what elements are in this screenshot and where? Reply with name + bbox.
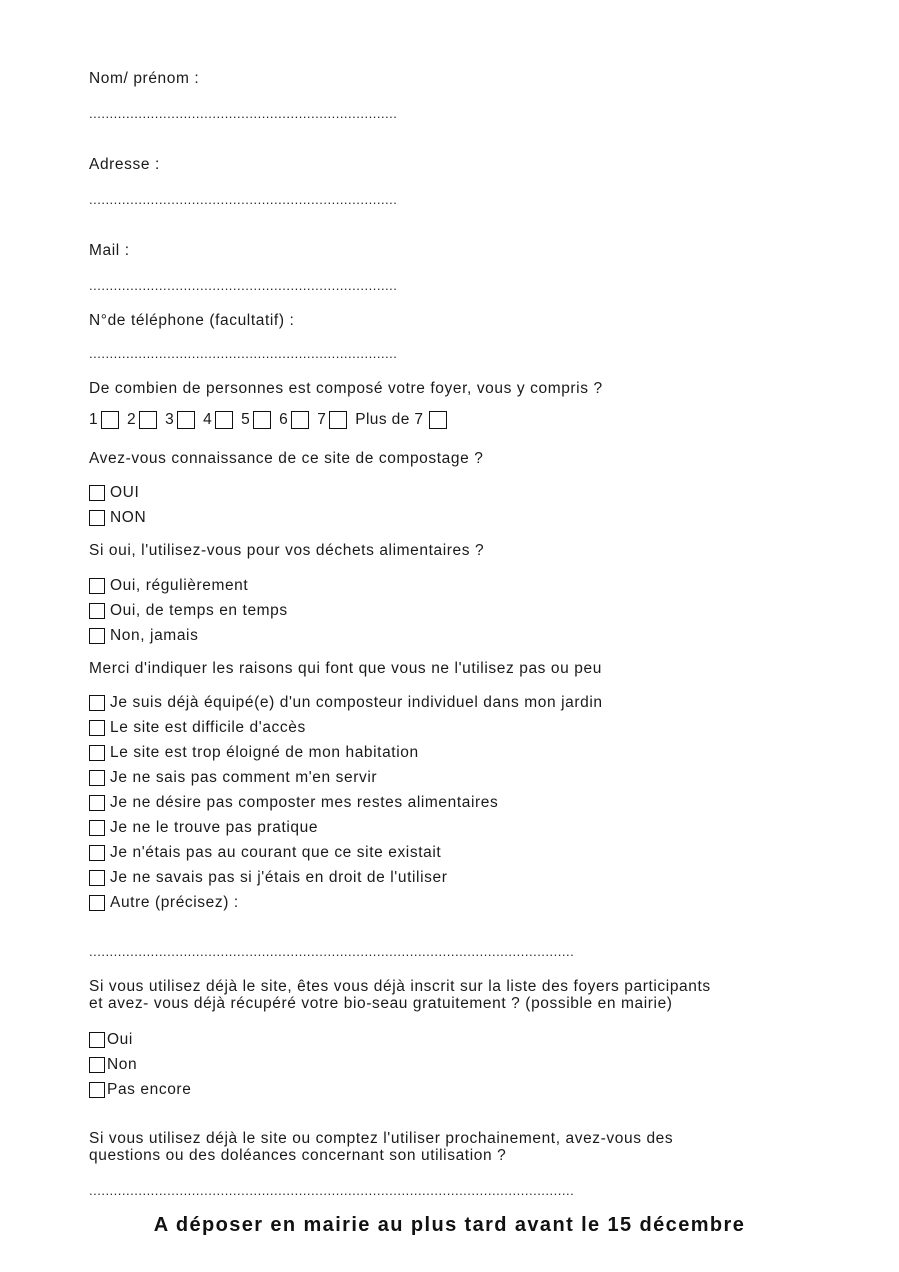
registration-option[interactable] — [89, 1080, 191, 1099]
reason-option[interactable] — [89, 868, 447, 887]
checkbox[interactable] — [89, 845, 105, 861]
checkbox[interactable] — [101, 411, 119, 429]
option-label: Oui, de temps en temps — [110, 601, 288, 619]
option-label: Le site est trop éloigné de mon habitation — [110, 743, 419, 761]
checkbox[interactable] — [89, 870, 105, 886]
option-label: Non — [107, 1055, 138, 1073]
option-label: Je n'étais pas au courant que ce site existait — [110, 843, 442, 861]
checkbox[interactable] — [89, 895, 105, 911]
checkbox[interactable] — [89, 1082, 105, 1098]
option-label: Non, jamais — [110, 626, 199, 644]
household-option[interactable] — [203, 411, 233, 429]
household-option-label: Plus de 7 — [355, 411, 424, 428]
deposit-instruction: A déposer en mairie au plus tard avant le 15 décembre — [153, 1214, 746, 1236]
option-label: Le site est difficile d'accès — [110, 718, 306, 736]
option-label: Je ne désire pas composter mes restes alimentaires — [110, 793, 499, 811]
option-label: NON — [110, 508, 147, 526]
checkbox[interactable] — [89, 795, 105, 811]
checkbox[interactable] — [89, 628, 105, 644]
checkbox[interactable] — [89, 485, 105, 501]
household-option-label: 7 — [317, 411, 327, 428]
checkbox[interactable] — [89, 745, 105, 761]
checkbox[interactable] — [329, 411, 347, 429]
awareness-option[interactable] — [89, 483, 139, 502]
checkbox[interactable] — [89, 695, 105, 711]
awareness-question: Avez-vous connaissance de ce site de compostage ? — [89, 450, 484, 467]
option-label: Oui — [107, 1030, 133, 1048]
household-option[interactable] — [241, 411, 271, 429]
household-option[interactable] — [165, 411, 195, 429]
usage-option[interactable] — [89, 576, 248, 595]
reason-option[interactable] — [89, 843, 441, 862]
reason-option[interactable] — [89, 893, 239, 912]
checkbox[interactable] — [253, 411, 271, 429]
household-option-label: 2 — [127, 411, 137, 428]
option-label: OUI — [110, 483, 140, 501]
option-label: Je ne le trouve pas pratique — [110, 818, 319, 836]
household-option[interactable] — [317, 411, 347, 429]
checkbox[interactable] — [89, 820, 105, 836]
household-option-label: 1 — [89, 411, 99, 428]
household-option[interactable] — [127, 411, 157, 429]
option-label: Je ne savais pas si j'étais en droit de l'utiliser — [110, 868, 448, 886]
reason-option[interactable] — [89, 718, 306, 737]
household-option[interactable] — [355, 411, 447, 429]
phone-field[interactable]: ........................................................................... — [89, 346, 398, 361]
checkbox[interactable] — [89, 1057, 105, 1073]
option-label: Pas encore — [107, 1080, 192, 1098]
name-field[interactable]: ........................................................................... — [89, 106, 398, 121]
mail-label: Mail : — [89, 242, 130, 259]
reason-option[interactable] — [89, 818, 318, 837]
household-option[interactable] — [89, 411, 119, 429]
mail-field[interactable]: ........................................................................... — [89, 278, 398, 293]
checkbox[interactable] — [177, 411, 195, 429]
household-options — [89, 411, 455, 429]
usage-option[interactable] — [89, 601, 288, 620]
option-label: Je suis déjà équipé(e) d'un composteur individuel dans mon jardin — [110, 693, 603, 711]
household-option[interactable] — [279, 411, 309, 429]
usage-question: Si oui, l'utilisez-vous pour vos déchets alimentaires ? — [89, 542, 485, 559]
checkbox[interactable] — [89, 578, 105, 594]
reason-option[interactable] — [89, 743, 419, 762]
checkbox[interactable] — [139, 411, 157, 429]
usage-option[interactable] — [89, 626, 198, 645]
questions-field[interactable]: ...................................................................................................................... — [89, 1183, 575, 1198]
reason-option[interactable] — [89, 793, 498, 812]
household-option-label: 3 — [165, 411, 175, 428]
address-field[interactable]: ........................................................................... — [89, 192, 398, 207]
household-option-label: 4 — [203, 411, 213, 428]
checkbox[interactable] — [215, 411, 233, 429]
registration-question-line1: Si vous utilisez déjà le site, êtes vous déjà inscrit sur la liste des foyers participants — [89, 978, 711, 995]
reason-option[interactable] — [89, 693, 603, 712]
questions-line1: Si vous utilisez déjà le site ou comptez l'utiliser prochainement, avez-vous des — [89, 1130, 674, 1147]
household-question: De combien de personnes est composé votre foyer, vous y compris ? — [89, 380, 603, 397]
other-reason-field[interactable]: ...................................................................................................................... — [89, 944, 575, 959]
option-label: Oui, régulièrement — [110, 576, 249, 594]
checkbox[interactable] — [89, 770, 105, 786]
address-label: Adresse : — [89, 156, 160, 173]
checkbox[interactable] — [89, 1032, 105, 1048]
registration-option[interactable] — [89, 1030, 133, 1049]
awareness-option[interactable] — [89, 508, 146, 527]
phone-label: N°de téléphone (facultatif) : — [89, 312, 295, 329]
reason-option[interactable] — [89, 768, 377, 787]
option-label: Autre (précisez) : — [110, 893, 239, 911]
questions-line2: questions ou des doléances concernant son utilisation ? — [89, 1147, 507, 1164]
reasons-question: Merci d'indiquer les raisons qui font que vous ne l'utilisez pas ou peu — [89, 660, 602, 677]
household-option-label: 6 — [279, 411, 289, 428]
registration-question-line2: et avez- vous déjà récupéré votre bio-seau gratuitement ? (possible en mairie) — [89, 995, 673, 1012]
checkbox[interactable] — [429, 411, 447, 429]
checkbox[interactable] — [291, 411, 309, 429]
checkbox[interactable] — [89, 510, 105, 526]
checkbox[interactable] — [89, 603, 105, 619]
registration-option[interactable] — [89, 1055, 137, 1074]
option-label: Je ne sais pas comment m'en servir — [110, 768, 378, 786]
checkbox[interactable] — [89, 720, 105, 736]
name-label: Nom/ prénom : — [89, 70, 200, 87]
household-option-label: 5 — [241, 411, 251, 428]
